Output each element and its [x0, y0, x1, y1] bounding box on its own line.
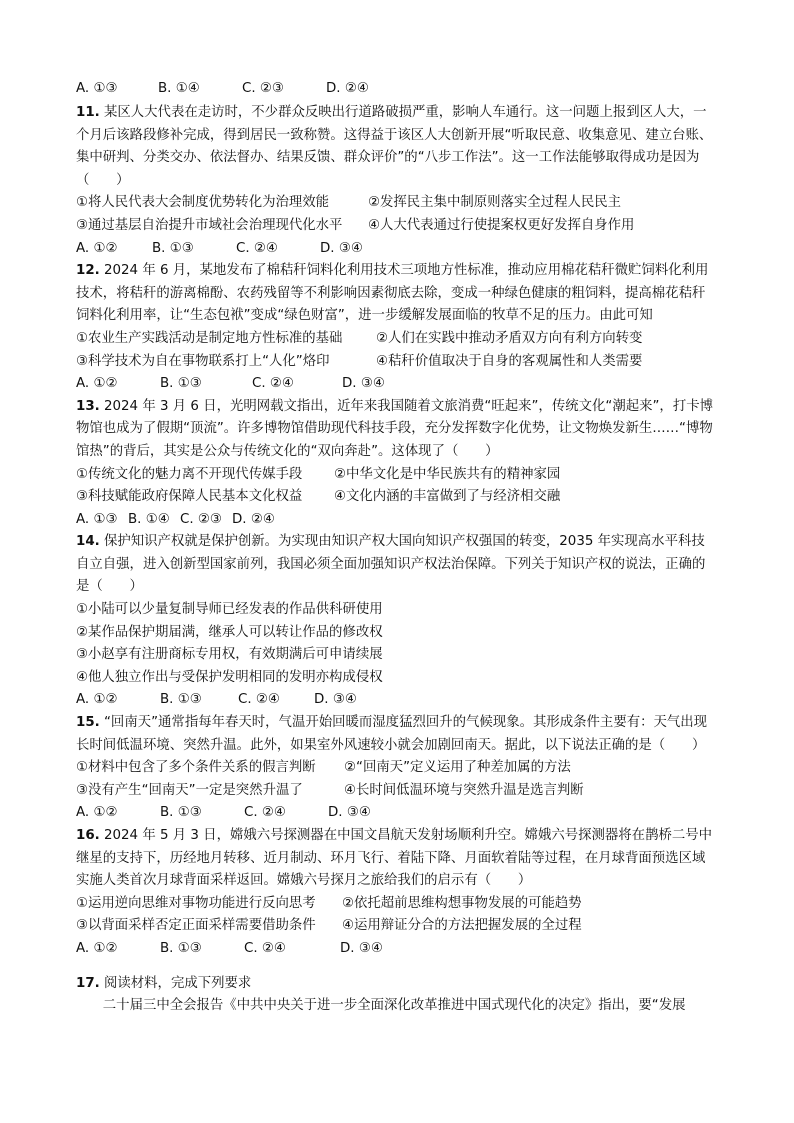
question-title: 阅读材料，完成下列要求	[104, 975, 252, 991]
option-b[interactable]: B. ①④	[158, 81, 200, 96]
option-d[interactable]: D. ③④	[314, 692, 357, 708]
option-a[interactable]: A. ①③	[76, 81, 118, 96]
option-b[interactable]: B. ①③	[160, 805, 202, 821]
question-15	[76, 712, 716, 825]
option-a[interactable]: A. ①②	[76, 940, 118, 956]
material-text: 二十届三中全会报告《中共中央关于进一步全面深化改革推进中国式现代化的决定》指出，要“发展	[102, 998, 686, 1014]
option-b[interactable]: B. ①③	[152, 240, 194, 256]
q10-options	[76, 78, 716, 100]
exam-page	[76, 78, 716, 1018]
answer-options	[76, 373, 716, 396]
question-number: 16.	[76, 828, 100, 843]
statement-1: ①农业生产实践活动是制定地方性标准的基础	[76, 330, 343, 346]
statement-1: ①将人民代表大会制度优势转化为治理效能	[76, 195, 330, 211]
statement-row	[76, 351, 716, 374]
statement-row	[76, 215, 716, 238]
option-d[interactable]: D. ③④	[328, 805, 371, 821]
statement-4: ④人大代表通过行使提案权更好发挥自身作用	[368, 217, 635, 233]
statement-row	[76, 192, 716, 215]
question-11	[76, 102, 716, 260]
option-c[interactable]: C. ②③	[180, 511, 222, 527]
question-number: 14.	[76, 534, 100, 550]
statement-row	[76, 893, 716, 916]
option-a[interactable]: A. ①②	[76, 692, 118, 708]
statement-4: ④他人独立作出与受保护发明相同的发明亦构成侵权	[76, 669, 383, 685]
statement-3: ③以背面采样否定正面采样需要借助条件	[76, 918, 316, 934]
answer-options	[76, 802, 716, 825]
question-stem	[76, 260, 716, 328]
answer-options	[76, 938, 716, 961]
answer-options	[76, 509, 716, 532]
question-stem	[76, 396, 716, 464]
statement-1: ①运用逆向思维对事物功能进行反向思考	[76, 895, 316, 911]
question-stem	[76, 712, 716, 757]
question-number: 12.	[76, 263, 100, 279]
option-c[interactable]: C. ②④	[252, 376, 294, 392]
statement-3: ③科学技术为自在事物联系打上“人化”烙印	[76, 353, 330, 369]
statement-row	[76, 780, 716, 803]
statement-row	[76, 757, 716, 780]
option-d[interactable]: D. ②④	[232, 511, 275, 527]
statement-1: ①材料中包含了多个条件关系的假言判断	[76, 760, 316, 776]
question-text: 保护知识产权就是保护创新。为实现由知识产权大国向知识产权强国的转变，2035 年实现高水平科技自立自强，进入创新型国家前列，我国必须全面加强知识产权法治保障。下列关于知识产权的说法，正确的是（ ）	[76, 534, 706, 595]
question-16	[76, 825, 716, 961]
question-number: 17.	[76, 975, 100, 991]
option-b[interactable]: B. ①③	[160, 376, 202, 392]
option-c[interactable]: C. ②④	[244, 805, 286, 821]
option-d[interactable]: D. ③④	[340, 940, 383, 956]
question-12	[76, 260, 716, 396]
statement-2: ②发挥民主集中制原则落实全过程人民民主	[368, 195, 622, 211]
statement-4: ④文化内涵的丰富做到了与经济相交融	[334, 489, 561, 505]
question-text: 2024 年 5 月 3 日，嫦娥六号探测器在中国文昌航天发射场顺利升空。嫦娥六号探测器将在鹊桥二号中继星的支持下，历经地月转移、近月制动、环月飞行、着陆下降、月面软着陆等过程，在月球背面预选区域实施人类首次月球背面采样返回。嫦娥六号探月之旅给我们的启示有（ ）	[76, 828, 713, 889]
option-d[interactable]: D. ③④	[342, 376, 385, 392]
statement-2: ②“回南天”定义运用了种差加属的方法	[344, 760, 571, 776]
statement-3: ③没有产生“回南天”一定是突然升温了	[76, 782, 303, 798]
option-d[interactable]: D. ②④	[326, 81, 369, 96]
statement-2: ②某作品保护期届满，继承人可以转让作品的修改权	[76, 624, 383, 640]
question-14	[76, 531, 716, 712]
question-13	[76, 396, 716, 532]
statement-4: ④运用辩证分合的方法把握发展的全过程	[342, 918, 582, 934]
question-17	[76, 973, 716, 1018]
statement-row	[76, 915, 716, 938]
option-a[interactable]: A. ①②	[76, 240, 118, 256]
statement-row	[76, 464, 716, 487]
question-stem	[76, 531, 716, 599]
option-c[interactable]: C. ②④	[244, 940, 286, 956]
question-number: 15.	[76, 715, 100, 731]
question-number: 11.	[76, 105, 100, 120]
option-d[interactable]: D. ③④	[320, 240, 363, 256]
option-c[interactable]: C. ②③	[242, 81, 284, 96]
question-stem	[76, 102, 716, 192]
option-b[interactable]: B. ①③	[160, 692, 202, 708]
spacer	[76, 961, 716, 973]
statement-3: ③小赵享有注册商标专用权，有效期满后可申请续展	[76, 647, 383, 663]
option-b[interactable]: B. ①④	[128, 511, 170, 527]
option-c[interactable]: C. ②④	[236, 240, 278, 256]
statement-row	[76, 328, 716, 351]
option-a[interactable]: A. ①②	[76, 376, 118, 392]
answer-options	[76, 238, 716, 261]
option-a[interactable]: A. ①③	[76, 511, 118, 527]
statement-3: ③科技赋能政府保障人民基本文化权益	[76, 489, 303, 505]
question-heading	[76, 973, 716, 996]
statement-1: ①小陆可以少量复制导师已经发表的作品供科研使用	[76, 602, 383, 618]
option-a[interactable]: A. ①②	[76, 805, 118, 821]
question-stem	[76, 825, 716, 893]
option-b[interactable]: B. ①③	[160, 940, 202, 956]
question-text: “回南天”通常指每年春天时，气温开始回暖而湿度猛烈回升的气候现象。其形成条件主要有：天气出现长时间低温环境、突然升温。此外，如果室外风速较小就会加剧回南天。据此，以下说法正确的是（ ）	[76, 715, 708, 753]
option-c[interactable]: C. ②④	[238, 692, 280, 708]
statement-2: ②依托超前思维构想事物发展的可能趋势	[342, 895, 582, 911]
question-number: 13.	[76, 398, 100, 414]
question-text: 某区人大代表在走访时，不少群众反映出行道路破损严重，影响人车通行。这一问题上报到区人大，一个月后该路段修补完成，得到居民一致称赞。这得益于该区人大创新开展“听取民意、收集意见、建立台账、集中研判、分类交办、依法督办、结果反馈、群众评价”的“八步工作法”。这一工作法能够取得成功是因为（ ）	[76, 105, 713, 188]
answer-options	[76, 689, 716, 712]
question-text: 2024 年 3 月 6 日，光明网载文指出，近年来我国随着文旅消费“旺起来”，传统文化“潮起来”，打卡博物馆也成为了假期“顶流”。许多博物馆借助现代科技手段，充分发挥数字化优势，让文物焕发新生……“博物馆热”的背后，其实是公众与传统文化的“双向奔赴”。这体现了（ ）	[76, 398, 713, 459]
statement-1: ①传统文化的魅力离不开现代传媒手段	[76, 466, 303, 482]
statement-4: ④秸秆价值取决于自身的客观属性和人类需要	[376, 353, 643, 369]
statement-4: ④长时间低温环境与突然升温是选言判断	[344, 782, 584, 798]
statement-2: ②人们在实践中推动矛盾双方向有利方向转变	[376, 330, 643, 346]
question-text: 2024 年 6 月，某地发布了棉秸秆饲料化利用技术三项地方性标准，推动应用棉花秸秆微贮饲料化利用技术，将秸秆的游离棉酚、农药残留等不利影响因素彻底去除，变成一种绿色健康的粗饲料，提高棉花秸秆饲料化利用率，让“生态包袱”变成“绿色财富”，进一步缓解发展面临的牧草不足的压力。由此可知	[76, 263, 709, 324]
statement-row	[76, 486, 716, 509]
statement-3: ③通过基层自治提升市域社会治理现代化水平	[76, 217, 343, 233]
statement-2: ②中华文化是中华民族共有的精神家园	[334, 466, 561, 482]
